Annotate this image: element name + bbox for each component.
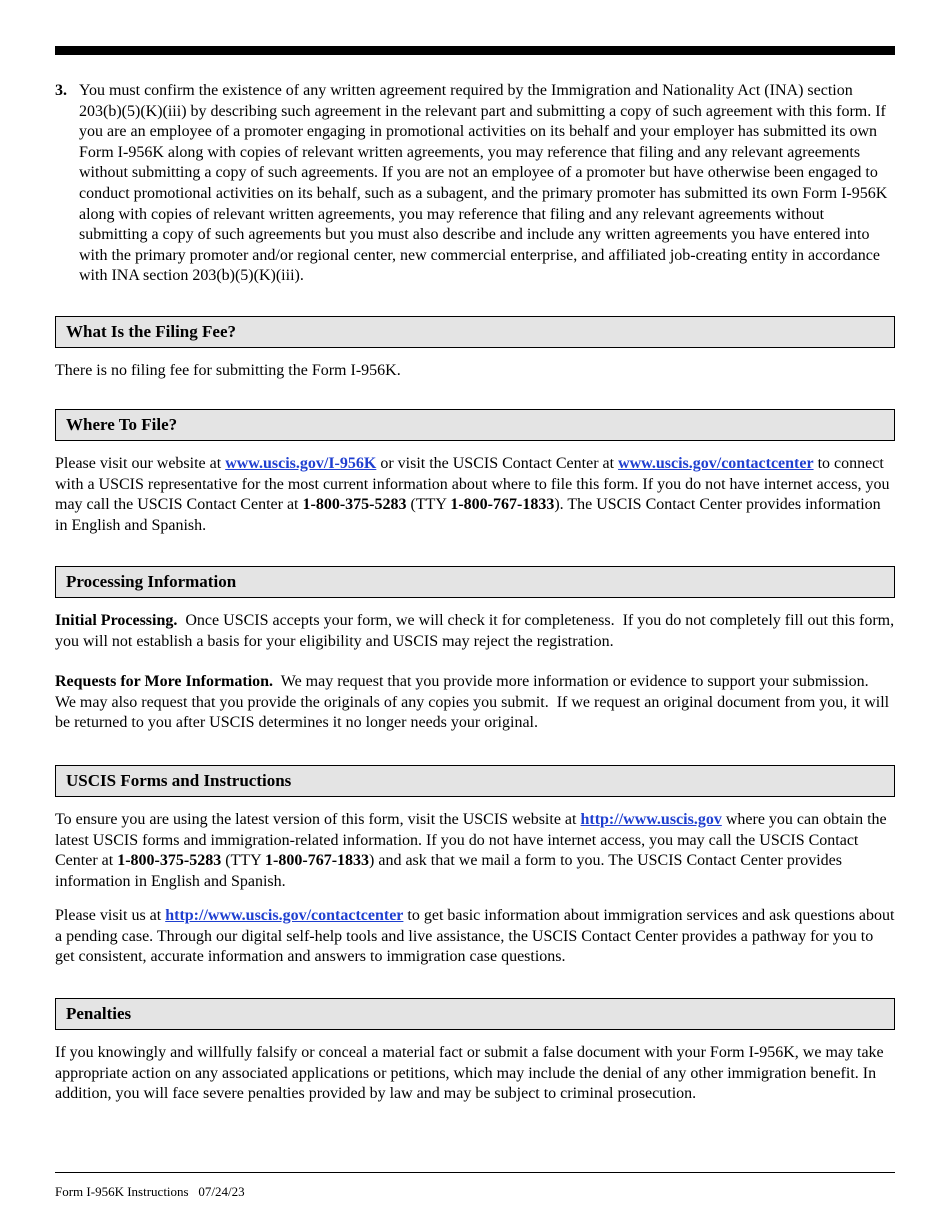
- filing-fee-paragraph: There is no filing fee for submitting the Form I-956K.: [55, 362, 401, 379]
- initial-processing-label: Initial Processing.: [55, 612, 178, 629]
- link-contact-center[interactable]: http://www.uscis.gov/contactcenter: [165, 907, 404, 924]
- item-number: 3.: [55, 82, 67, 99]
- footer-form-id: Form I-956K Instructions 07/24/23: [55, 1184, 245, 1199]
- initial-processing-paragraph: [55, 611, 899, 652]
- text: We may request that you provide more information or evidence to support your submission. We may also request that you provide the originals of any copies you submit. If we request an original document from you, it will be returned to you after USCIS determines it no longer needs your original.: [55, 673, 894, 732]
- requests-label: Requests for More Information.: [55, 673, 274, 690]
- where-to-file-paragraph: [55, 454, 895, 536]
- text: where you can obtain the latest USCIS forms and immigration-related information. If you do not have internet access, you may call the USCIS Contact Center at: [55, 811, 887, 870]
- section-title: USCIS Forms and Instructions: [66, 771, 292, 790]
- tty-number: 1-800-767-1833: [450, 496, 555, 514]
- text: Once USCIS accepts your form, we will check it for completeness. If you do not completely fill out this form, you will not establish a basis for your eligibility and USCIS may reject the registration.: [55, 612, 899, 650]
- forms-paragraph-2: [55, 906, 895, 968]
- top-rule: [55, 46, 895, 55]
- phone-number: 1-800-375-5283: [117, 852, 222, 870]
- link-contact-center[interactable]: www.uscis.gov/contactcenter: [618, 455, 814, 472]
- section-header-where-to-file: [55, 409, 895, 441]
- text: ). The USCIS Contact Center provides information in English and Spanish.: [55, 496, 881, 534]
- text: or visit the USCIS Contact Center at: [376, 455, 619, 472]
- section-title: What Is the Filing Fee?: [66, 322, 236, 341]
- text: ) and ask that we mail a form to you. The USCIS Contact Center provides information in English and Spanish.: [55, 852, 842, 890]
- item-3-text: You must confirm the existence of any written agreement required by the Immigration and Nationality Act (INA) section 203(b)(5)(K)(iii) by describing such agreement in the relevant part and submitting a copy of such agreement with this form. If you are an employee of a promoter engaging in promotional activities on its behalf and your employer has submitted its own Form I-956K along with copies of relevant written agreements, you may reference that filing and any relevant agreements without submitting a copy of such agreements. If you are not an employee of a promoter but have otherwise been engaged to conduct promotional activities on its behalf, such as a subagent, and the primary promoter has submitted its own Form I-956K along with copies of relevant written agreements, you may reference that filing and any relevant agreements without submitting a copy of such agreements but you must also describe and include any written agreements you have entered into with the primary promoter and/or regional center, new commercial enterprise, and affiliated job-creating entity in accordance with INA section 203(b)(5)(K)(iii).: [79, 82, 888, 285]
- requests-paragraph: [55, 672, 895, 734]
- text: (TTY: [406, 496, 451, 514]
- link-i956k[interactable]: www.uscis.gov/I-956K: [225, 455, 377, 472]
- section-title: Processing Information: [66, 572, 237, 591]
- text: to connect with a USCIS representative for the most current information about where to file this form. If you do not have internet access, you may call the USCIS Contact Center at: [55, 455, 890, 514]
- link-uscis[interactable]: http://www.uscis.gov: [580, 811, 722, 828]
- section-header-filing-fee: [55, 316, 895, 348]
- tty-number: 1-800-767-1833: [265, 852, 370, 870]
- item-3: [55, 81, 895, 287]
- section-header-processing: [55, 566, 895, 598]
- text: to get basic information about immigration services and ask questions about a pending case. Through our digital self-help tools and live assistance, the USCIS Contact Center provides a pathway for you to get consistent, accurate information and answers to immigration case questions.: [55, 907, 895, 966]
- text: (TTY: [221, 852, 266, 870]
- forms-paragraph-1: [55, 810, 895, 892]
- text: To ensure you are using the latest version of this form, visit the USCIS website at: [55, 811, 581, 828]
- footer-rule: [55, 1172, 895, 1173]
- penalties-paragraph: If you knowingly and willfully falsify or conceal a material fact or submit a false document with your Form I-956K, we may take appropriate action on any associated applications or petitions, which may include the denial of any other immigration benefit. In addition, you will face severe penalties provided by law and may be subject to criminal prosecution.: [55, 1044, 884, 1103]
- section-header-penalties: [55, 998, 895, 1030]
- phone-number: 1-800-375-5283: [302, 496, 407, 514]
- section-header-forms: [55, 765, 895, 797]
- section-title: Penalties: [66, 1004, 132, 1023]
- text: Please visit our website at: [55, 455, 226, 472]
- section-title: Where To File?: [66, 415, 178, 434]
- text: Please visit us at: [55, 907, 166, 924]
